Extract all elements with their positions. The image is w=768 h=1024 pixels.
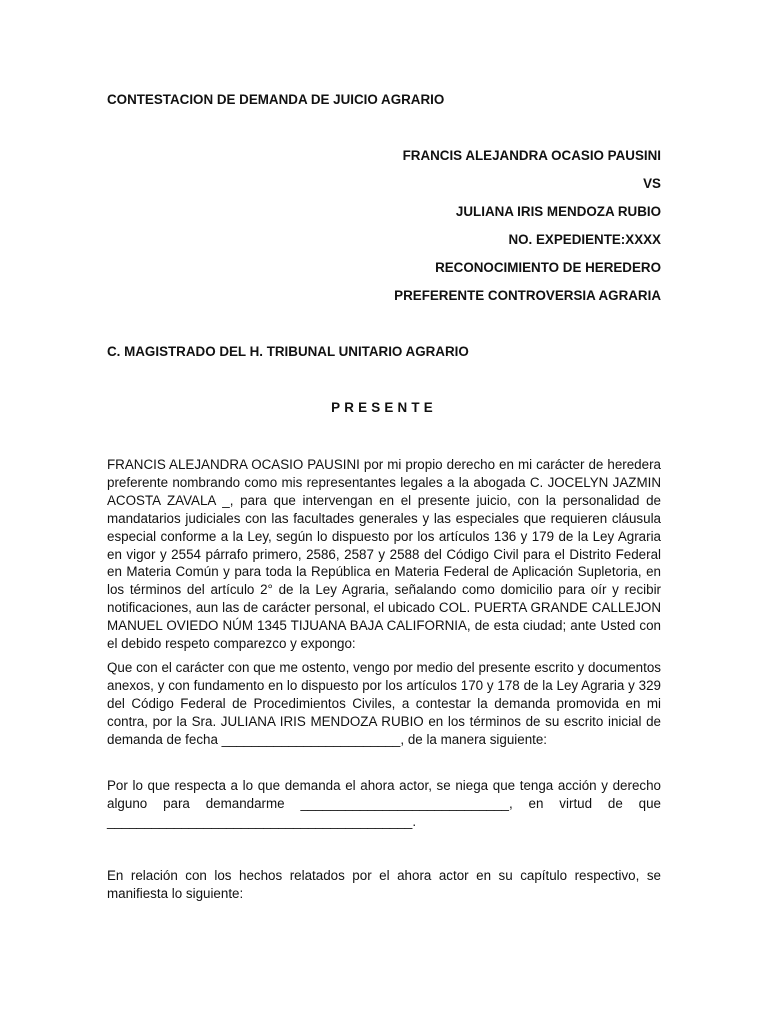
party-defendant: JULIANA IRIS MENDOZA RUBIO (455, 204, 661, 219)
paragraph-facts: En relación con los hechos relatados por el ahora actor en su capítulo respectivo, se manifiesta lo siguiente: (107, 868, 661, 901)
presente-heading: PRESENTE (331, 400, 437, 415)
case-type-line-1: RECONOCIMIENTO DE HEREDERO (435, 260, 661, 275)
paragraph-response: Que con el carácter con que me ostento, vengo por medio del presente escrito y documentos anexos, y con fundamento en lo dispuesto por los artículos 170 y 178 de la Ley Agraria y 329 del Código Federal de Procedimientos Civiles, a contestar la demanda promovida en mi contra, por la Sra. JULIANA IRIS MENDOZA RUBIO en los términos de su escrito inicial de demanda de fecha ________________________, de la manera siguiente: (107, 660, 661, 747)
paragraph-introduction: FRANCIS ALEJANDRA OCASIO PAUSINI por mi propio derecho en mi carácter de heredera preferente nombrando como mis representantes legales a la abogada C. JOCELYN JAZMIN ACOSTA ZAVALA _, para que intervengan en el presente juicio, con la personalidad de mandatarios judiciales con las facultades generales y las especiales que requieren cláusula especial conforme a la Ley, según lo dispuesto por los artículos 136 y 179 de la Ley Agraria en vigor y 2554 párrafo primero, 2586, 2587 y 2588 del Código Civil para el Distrito Federal en Materia Común y para toda la República en Materia Federal de Aplicación Supletoria, en los términos del artículo 2° de la Ley Agraria, señalando como domicilio para oír y recibir notificaciones, aun las de carácter personal, el ubicado COL. PUERTA GRANDE CALLEJON MANUEL OVIEDO NÚM 1345 TIJUANA BAJA CALIFORNIA, de esta ciudad; ante Usted con el debido respeto comparezco y expongo: (107, 457, 661, 652)
document-page (107, 0, 661, 1024)
case-type-line-2: PREFERENTE CONTROVERSIA AGRARIA (394, 288, 661, 303)
document-title: CONTESTACION DE DEMANDA DE JUICIO AGRARIO (107, 92, 445, 107)
addressee: C. MAGISTRADO DEL H. TRIBUNAL UNITARIO AGRARIO (107, 344, 469, 359)
case-number: NO. EXPEDIENTE:XXXX (508, 232, 661, 247)
party-plaintiff: FRANCIS ALEJANDRA OCASIO PAUSINI (402, 148, 661, 163)
paragraph-claims: Por lo que respecta a lo que demanda el ahora actor, se niega que tenga acción y derecho alguno para demandarme ____________________________, en virtud de que _________________________________________. (107, 778, 661, 829)
party-versus: VS (643, 176, 661, 191)
